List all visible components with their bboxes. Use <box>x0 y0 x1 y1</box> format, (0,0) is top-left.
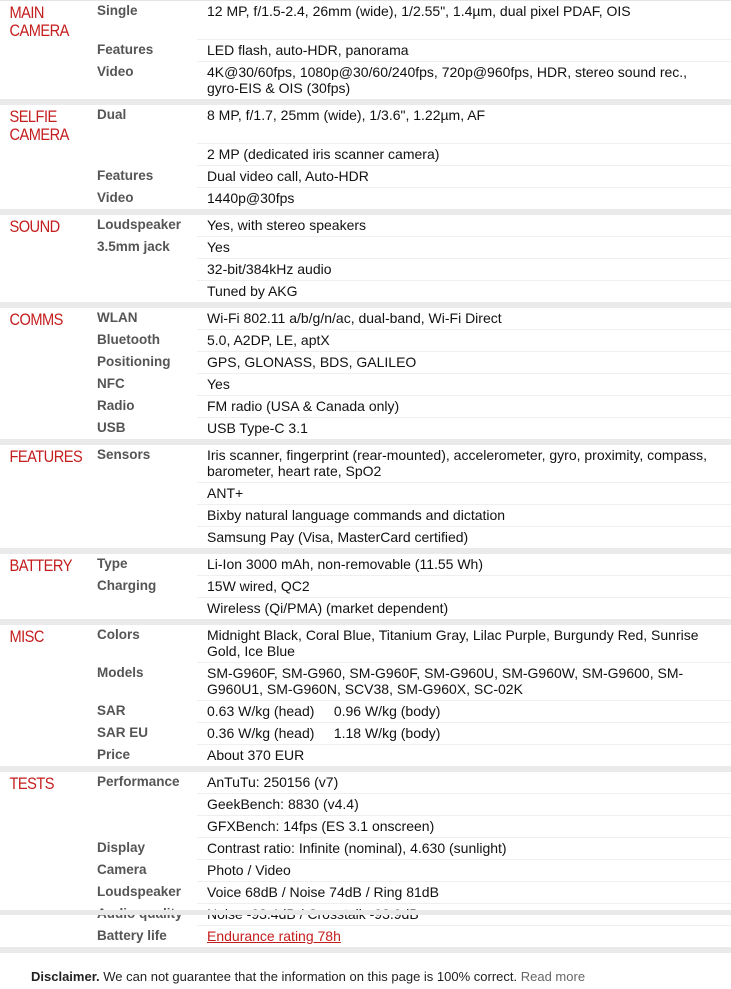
spec-value: Yes <box>197 237 731 259</box>
section-title[interactable] <box>0 237 75 259</box>
spec-value: Voice 68dB / Noise 74dB / Ring 81dB <box>197 882 731 904</box>
spec-value: Contrast ratio: Infinite (nominal), 4.630 (sunlight) <box>197 838 731 860</box>
spec-value: 15W wired, QC2 <box>197 576 731 598</box>
spec-value: Midnight Black, Coral Blue, Titanium Gray, Lilac Purple, Burgundy Red, Sunrise Gold, Ice Blue <box>197 625 731 663</box>
section-sound <box>0 215 731 308</box>
section-title[interactable] <box>0 816 75 838</box>
spec-label[interactable]: Features <box>97 42 154 57</box>
spec-value: AnTuTu: 250156 (v7) <box>197 772 731 794</box>
spec-row <box>0 701 731 723</box>
spec-row <box>0 625 731 663</box>
spec-label[interactable]: Type <box>97 556 128 571</box>
spec-label[interactable] <box>87 816 197 838</box>
spec-value: 32-bit/384kHz audio <box>197 259 731 281</box>
section-title[interactable] <box>0 40 75 62</box>
spec-row <box>0 527 731 548</box>
spec-row <box>0 816 731 838</box>
spec-row <box>0 483 731 505</box>
spec-value: About 370 EUR <box>207 747 305 763</box>
spec-value <box>197 904 731 926</box>
read-more-link[interactable]: Read more <box>520 969 586 984</box>
spec-value: Bixby natural language commands and dictation <box>197 505 731 527</box>
section-title-line: MISC <box>9 627 44 646</box>
section-title-line: CAMERA <box>9 21 69 40</box>
spec-label[interactable] <box>87 281 197 302</box>
spec-label[interactable]: Loudspeaker <box>97 884 182 899</box>
section-title[interactable] <box>0 483 75 505</box>
spec-value: Samsung Pay (Visa, MasterCard certified) <box>207 529 469 545</box>
section-title[interactable] <box>0 259 75 281</box>
spec-label[interactable]: Sensors <box>97 447 151 462</box>
section-title[interactable] <box>0 882 75 904</box>
spec-label[interactable] <box>87 527 197 548</box>
spec-value: Yes, with stereo speakers <box>197 215 731 237</box>
spec-value: Iris scanner, fingerprint (rear-mounted), accelerometer, gyro, proximity, compass, barometer, heart rate, SpO2 <box>197 445 731 483</box>
spec-label[interactable]: SAR <box>97 703 126 718</box>
spec-label[interactable] <box>87 483 197 505</box>
spec-row <box>0 352 731 374</box>
spec-row <box>0 576 731 598</box>
spec-row <box>0 166 731 188</box>
spec-value: 2 MP (dedicated iris scanner camera) <box>197 144 731 166</box>
spec-label[interactable]: WLAN <box>97 310 138 325</box>
section-title-line: MAIN <box>9 3 44 22</box>
spec-row <box>0 598 731 619</box>
spec-row <box>0 860 731 882</box>
spec-row <box>0 794 731 816</box>
spec-label[interactable]: Colors <box>97 627 140 642</box>
spec-value: GPS, GLONASS, BDS, GALILEO <box>197 352 731 374</box>
section-title[interactable] <box>0 352 75 374</box>
spec-value <box>197 926 731 947</box>
section-title[interactable] <box>0 838 75 860</box>
section-misc <box>0 625 731 772</box>
spec-value: 8 MP, f/1.7, 25mm (wide), 1/3.6", 1.22µm, AF <box>197 105 731 144</box>
section-title[interactable] <box>0 527 75 548</box>
spec-row <box>0 330 731 352</box>
spec-label[interactable]: USB <box>97 420 126 435</box>
spec-label[interactable]: Battery life <box>97 928 167 943</box>
section-title[interactable] <box>0 745 75 766</box>
spec-label[interactable]: Positioning <box>97 354 171 369</box>
spec-label[interactable]: Loudspeaker <box>97 217 182 232</box>
section-title-line: FEATURES <box>9 447 83 466</box>
disclaimer-title: Disclaimer. <box>31 969 100 984</box>
spec-row <box>0 40 731 62</box>
section-title[interactable] <box>0 772 75 794</box>
spec-label[interactable]: Features <box>97 168 154 183</box>
section-title[interactable] <box>0 1 75 40</box>
section-comms <box>0 308 731 445</box>
spec-row <box>0 188 731 209</box>
section-selfie-camera <box>0 105 731 215</box>
spec-value: Tuned by AKG <box>207 283 298 299</box>
section-title[interactable] <box>0 554 75 576</box>
spec-row <box>0 308 731 330</box>
section-title[interactable] <box>0 188 75 209</box>
spec-value: 0.36 W/kg (head) 1.18 W/kg (body) <box>197 723 731 745</box>
section-title[interactable] <box>0 144 75 166</box>
bottom-divider <box>0 910 731 915</box>
spec-value: SM-G960F, SM-G960, SM-G960F, SM-G960U, SM-G960W, SM-G9600, SM-G960U1, SM-G960N, SCV38, SM-G960X, SC-02K <box>197 663 731 701</box>
section-title[interactable] <box>0 281 75 302</box>
section-title[interactable] <box>0 576 75 598</box>
section-title[interactable] <box>0 418 75 439</box>
spec-label[interactable] <box>87 144 197 166</box>
section-title[interactable] <box>0 215 75 237</box>
spec-value: Wi-Fi 802.11 a/b/g/n/ac, dual-band, Wi-Fi Direct <box>197 308 731 330</box>
spec-value: 1440p@30fps <box>207 190 295 206</box>
spec-label[interactable]: Display <box>97 840 146 855</box>
spec-label[interactable]: Single <box>97 3 138 18</box>
spec-label[interactable]: Price <box>97 747 131 762</box>
spec-value: Photo / Video <box>197 860 731 882</box>
spec-row <box>0 663 731 701</box>
spec-value: FM radio (USA & Canada only) <box>197 396 731 418</box>
spec-label[interactable]: Radio <box>97 398 135 413</box>
spec-label[interactable] <box>87 598 197 619</box>
spec-row <box>0 838 731 860</box>
spec-label[interactable]: Dual <box>97 107 127 122</box>
spec-row <box>0 772 731 794</box>
spec-value: Yes <box>197 374 731 396</box>
section-title[interactable] <box>0 505 75 527</box>
section-tests <box>0 772 731 953</box>
spec-row <box>0 1 731 40</box>
section-title[interactable] <box>0 166 75 188</box>
disclaimer <box>0 953 731 989</box>
spec-value: GeekBench: 8830 (v4.4) <box>197 794 731 816</box>
spec-label[interactable] <box>87 259 197 281</box>
spec-row <box>0 418 731 439</box>
spec-label[interactable] <box>87 794 197 816</box>
spec-label[interactable]: Bluetooth <box>97 332 160 347</box>
spec-row <box>0 445 731 483</box>
section-title[interactable] <box>0 330 75 352</box>
section-title[interactable] <box>0 926 75 947</box>
section-title-line: SELFIE <box>9 107 57 126</box>
section-title[interactable] <box>0 701 75 723</box>
spec-row <box>0 281 731 302</box>
spec-label[interactable] <box>87 505 197 527</box>
section-title-line: COMMS <box>9 310 63 329</box>
spec-value: Wireless (Qi/PMA) (market dependent) <box>207 600 449 616</box>
spec-row <box>0 144 731 166</box>
section-title[interactable] <box>0 598 75 619</box>
spec-row <box>0 904 731 926</box>
disclaimer-text: We can not guarantee that the information on this page is 100% correct. <box>99 969 521 984</box>
section-title-line: CAMERA <box>9 125 69 144</box>
endurance-rating-link[interactable]: Endurance rating 78h <box>207 928 341 944</box>
section-title-line: BATTERY <box>9 556 72 575</box>
spec-label[interactable]: Models <box>97 665 144 680</box>
section-title[interactable] <box>0 625 75 663</box>
spec-value: LED flash, auto-HDR, panorama <box>197 40 731 62</box>
spec-row <box>0 505 731 527</box>
spec-row <box>0 374 731 396</box>
spec-row <box>0 554 731 576</box>
spec-label[interactable]: SAR EU <box>97 725 149 740</box>
spec-value: Dual video call, Auto-HDR <box>197 166 731 188</box>
section-battery <box>0 554 731 625</box>
spec-label[interactable]: Video <box>97 64 134 79</box>
spec-row <box>0 396 731 418</box>
section-title[interactable] <box>0 860 75 882</box>
spec-label[interactable] <box>87 904 197 926</box>
section-main-camera <box>0 1 731 105</box>
section-title[interactable] <box>0 308 75 330</box>
spec-row <box>0 723 731 745</box>
section-features <box>0 445 731 554</box>
spec-row <box>0 882 731 904</box>
spec-label[interactable]: Performance <box>97 774 180 789</box>
spec-label[interactable]: Charging <box>97 578 157 593</box>
section-title[interactable] <box>0 445 83 483</box>
section-title[interactable] <box>0 374 75 396</box>
section-title[interactable] <box>0 663 75 701</box>
spec-value: USB Type-C 3.1 <box>207 420 308 436</box>
spec-row <box>0 259 731 281</box>
section-title-line: TESTS <box>9 774 55 793</box>
spec-label[interactable]: NFC <box>97 376 125 391</box>
section-title[interactable] <box>0 794 75 816</box>
spec-label[interactable]: 3.5mm jack <box>97 239 170 254</box>
spec-value: GFXBench: 14fps (ES 3.1 onscreen) <box>197 816 731 838</box>
section-title[interactable] <box>0 62 75 99</box>
spec-row <box>0 237 731 259</box>
spec-label[interactable]: Video <box>97 190 134 205</box>
spec-row <box>0 745 731 766</box>
spec-row <box>0 62 731 99</box>
section-title-line: SOUND <box>9 217 60 236</box>
spec-value: ANT+ <box>197 483 731 505</box>
spec-value: 5.0, A2DP, LE, aptX <box>197 330 731 352</box>
section-title[interactable] <box>0 396 75 418</box>
spec-row <box>0 926 731 947</box>
spec-value: Li-Ion 3000 mAh, non-removable (11.55 Wh) <box>197 554 731 576</box>
spec-label[interactable]: Camera <box>97 862 147 877</box>
spec-row <box>0 105 731 144</box>
spec-value: 0.63 W/kg (head) 0.96 W/kg (body) <box>197 701 731 723</box>
spec-value: 12 MP, f/1.5-2.4, 26mm (wide), 1/2.55", 1.4µm, dual pixel PDAF, OIS <box>197 1 731 40</box>
section-title[interactable] <box>0 904 75 926</box>
section-title[interactable] <box>0 723 75 745</box>
section-title[interactable] <box>0 105 75 144</box>
spec-row <box>0 215 731 237</box>
spec-value: 4K@30/60fps, 1080p@30/60/240fps, 720p@960fps, HDR, stereo sound rec., gyro-EIS & OIS (30fps) <box>207 64 691 96</box>
